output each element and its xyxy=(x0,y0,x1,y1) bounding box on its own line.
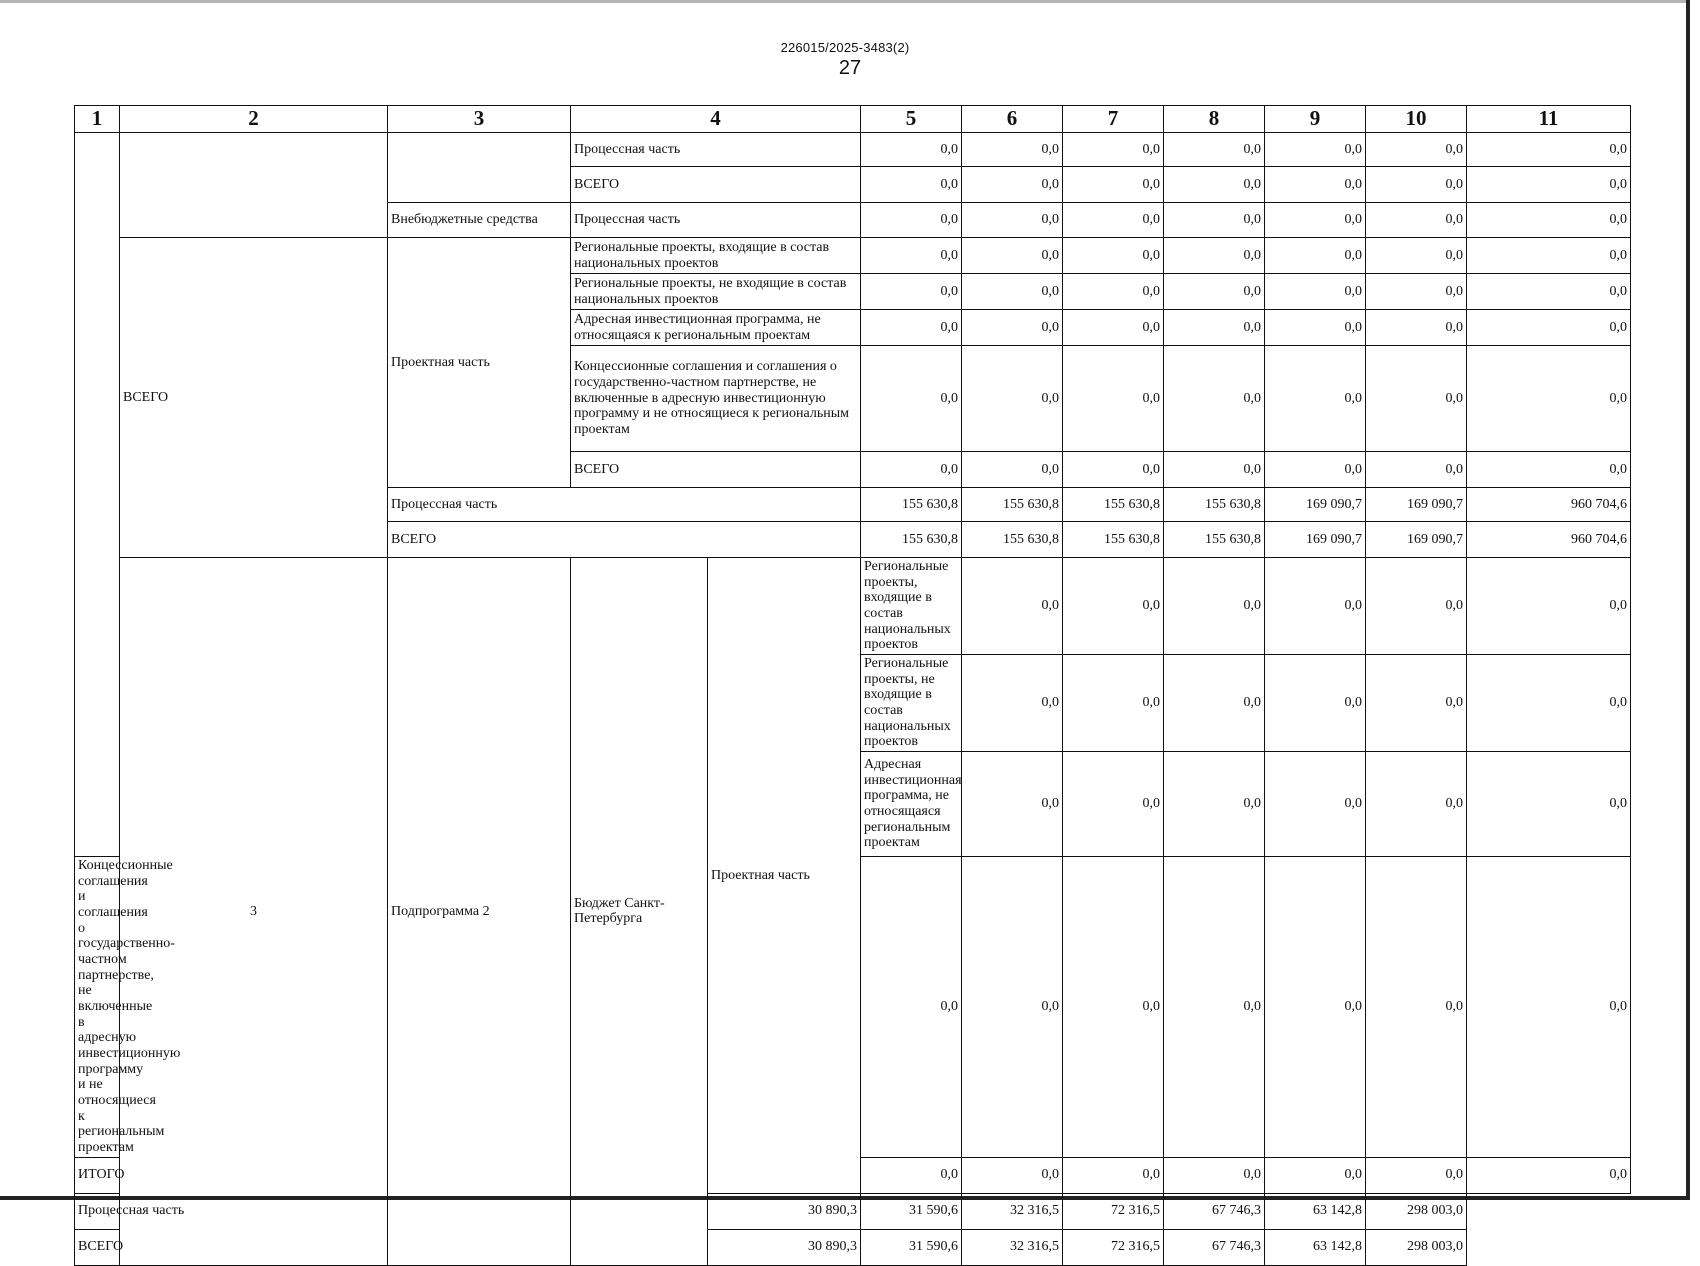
value-cell: 63 142,8 xyxy=(1265,1193,1366,1229)
row-label: Процессная часть xyxy=(75,1193,388,1229)
value-cell: 0,0 xyxy=(962,655,1063,752)
value-cell: 0,0 xyxy=(1467,238,1631,274)
value-cell: 0,0 xyxy=(1063,655,1164,752)
row-label: Региональные проекты, входящие в состав национальных проектов xyxy=(571,238,861,274)
row-label: Адресная инвестиционная программа, не относящаяся региональным проектам xyxy=(861,752,962,857)
value-cell: 155 630,8 xyxy=(1164,522,1265,558)
value-cell: 0,0 xyxy=(1265,1157,1366,1193)
row-group-name: ВСЕГО xyxy=(120,238,388,558)
value-cell: 0,0 xyxy=(1265,558,1366,655)
value-cell: 0,0 xyxy=(1063,1157,1164,1193)
cell-num-empty xyxy=(75,133,120,857)
value-cell: 0,0 xyxy=(962,203,1063,238)
value-cell: 0,0 xyxy=(861,310,962,346)
value-cell: 0,0 xyxy=(962,310,1063,346)
col-header-5: 5 xyxy=(861,106,962,133)
scan-edge-right xyxy=(1686,0,1690,1200)
row-label: Региональные проекты, не входящие в состав национальных проектов xyxy=(571,274,861,310)
col-header-6: 6 xyxy=(962,106,1063,133)
value-cell: 0,0 xyxy=(962,274,1063,310)
value-cell: 0,0 xyxy=(1164,857,1265,1158)
row-label: ВСЕГО xyxy=(571,167,861,203)
col-header-9: 9 xyxy=(1265,106,1366,133)
row-label: Процессная часть xyxy=(571,203,861,238)
value-cell: 0,0 xyxy=(1265,857,1366,1158)
header-row xyxy=(75,106,1631,133)
row-label: Процессная часть xyxy=(571,133,861,167)
value-cell: 0,0 xyxy=(1467,452,1631,488)
value-cell: 0,0 xyxy=(1265,133,1366,167)
value-cell: 298 003,0 xyxy=(1366,1193,1467,1229)
value-cell: 169 090,7 xyxy=(1366,522,1467,558)
value-cell: 0,0 xyxy=(1063,203,1164,238)
value-cell: 32 316,5 xyxy=(962,1193,1063,1229)
value-cell: 0,0 xyxy=(962,1157,1063,1193)
table-row xyxy=(75,1193,1631,1229)
table-row xyxy=(75,238,1631,274)
value-cell: 67 746,3 xyxy=(1164,1193,1265,1229)
col-header-4: 4 xyxy=(571,106,861,133)
value-cell: 0,0 xyxy=(1467,203,1631,238)
value-cell: 0,0 xyxy=(1164,655,1265,752)
row-label: Процессная часть xyxy=(388,488,861,522)
document-number: 226015/2025-3483(2) xyxy=(780,40,910,55)
value-cell: 0,0 xyxy=(962,752,1063,857)
value-cell: 0,0 xyxy=(1265,346,1366,452)
row-label: ВСЕГО xyxy=(571,452,861,488)
value-cell: 0,0 xyxy=(861,238,962,274)
value-cell: 0,0 xyxy=(1467,310,1631,346)
value-cell: 0,0 xyxy=(1063,346,1164,452)
value-cell: 63 142,8 xyxy=(1265,1229,1366,1265)
value-cell: 0,0 xyxy=(1164,203,1265,238)
value-cell: 0,0 xyxy=(1164,346,1265,452)
value-cell: 0,0 xyxy=(1366,346,1467,452)
value-cell: 960 704,6 xyxy=(1467,488,1631,522)
value-cell: 0,0 xyxy=(1366,238,1467,274)
row-label: ВСЕГО xyxy=(75,1229,388,1265)
value-cell: 0,0 xyxy=(1265,167,1366,203)
value-cell: 0,0 xyxy=(1366,1157,1467,1193)
col-header-7: 7 xyxy=(1063,106,1164,133)
value-cell: 0,0 xyxy=(1164,752,1265,857)
value-cell: 169 090,7 xyxy=(1366,488,1467,522)
value-cell: 0,0 xyxy=(962,133,1063,167)
project-part-label: Проектная часть xyxy=(388,238,571,488)
value-cell: 0,0 xyxy=(962,558,1063,655)
value-cell: 0,0 xyxy=(1063,167,1164,203)
value-cell: 0,0 xyxy=(962,238,1063,274)
table-row xyxy=(75,133,1631,167)
value-cell: 0,0 xyxy=(1366,167,1467,203)
page-number: 27 xyxy=(838,57,862,79)
value-cell: 0,0 xyxy=(1265,310,1366,346)
col-header-2: 2 xyxy=(120,106,388,133)
value-cell: 0,0 xyxy=(861,857,962,1158)
value-cell: 0,0 xyxy=(1164,452,1265,488)
value-cell: 155 630,8 xyxy=(1164,488,1265,522)
value-cell: 0,0 xyxy=(1265,752,1366,857)
value-cell: 0,0 xyxy=(962,346,1063,452)
row-label: ВСЕГО xyxy=(388,522,861,558)
row-label: Адресная инвестиционная программа, не относящаяся к региональным проектам xyxy=(571,310,861,346)
value-cell: 0,0 xyxy=(861,167,962,203)
value-cell: 0,0 xyxy=(1366,452,1467,488)
project-part-label: Проектная часть xyxy=(708,558,861,1194)
col-header-3: 3 xyxy=(388,106,571,133)
value-cell: 72 316,5 xyxy=(1063,1193,1164,1229)
value-cell: 0,0 xyxy=(861,346,962,452)
value-cell: 155 630,8 xyxy=(861,488,962,522)
value-cell: 169 090,7 xyxy=(1265,488,1366,522)
col-header-10: 10 xyxy=(1366,106,1467,133)
value-cell: 0,0 xyxy=(1063,752,1164,857)
value-cell: 0,0 xyxy=(1467,1157,1631,1193)
value-cell: 0,0 xyxy=(1164,558,1265,655)
value-cell: 155 630,8 xyxy=(1063,522,1164,558)
value-cell: 0,0 xyxy=(962,857,1063,1158)
value-cell: 0,0 xyxy=(1366,274,1467,310)
value-cell: 67 746,3 xyxy=(1164,1229,1265,1265)
value-cell: 0,0 xyxy=(1164,274,1265,310)
value-cell: 0,0 xyxy=(1366,133,1467,167)
value-cell: 0,0 xyxy=(1265,452,1366,488)
col-header-11: 11 xyxy=(1467,106,1631,133)
table-row xyxy=(75,558,1631,655)
value-cell: 72 316,5 xyxy=(1063,1229,1164,1265)
subprogram-name: Подпрограмма 2 xyxy=(388,558,571,1266)
col-header-1: 1 xyxy=(75,106,120,133)
scan-artifact-top xyxy=(0,0,1690,3)
value-cell: 0,0 xyxy=(1063,452,1164,488)
value-cell: 0,0 xyxy=(1063,310,1164,346)
value-cell: 0,0 xyxy=(1467,857,1631,1158)
value-cell: 0,0 xyxy=(1265,203,1366,238)
table-row xyxy=(75,1229,1631,1265)
row-label: Региональные проекты, входящие в состав национальных проектов xyxy=(861,558,962,655)
value-cell: 0,0 xyxy=(1467,167,1631,203)
value-cell: 0,0 xyxy=(1063,133,1164,167)
value-cell: 0,0 xyxy=(1467,752,1631,857)
value-cell: 0,0 xyxy=(1366,752,1467,857)
col-header-8: 8 xyxy=(1164,106,1265,133)
row-number: 3 xyxy=(120,558,388,1266)
value-cell: 0,0 xyxy=(1063,238,1164,274)
value-cell: 0,0 xyxy=(861,452,962,488)
value-cell: 960 704,6 xyxy=(1467,522,1631,558)
row-label: Концессионные соглашения и соглашения о государственно-частном партнерстве, не включенные в адресную инвестиционную программу и не относящиеся к региональным проектам xyxy=(571,346,861,452)
row-label: Региональные проекты, не входящие в состав национальных проектов xyxy=(861,655,962,752)
value-cell: 0,0 xyxy=(1164,133,1265,167)
value-cell: 0,0 xyxy=(861,1157,962,1193)
budget-table xyxy=(74,105,1631,1266)
value-cell: 0,0 xyxy=(1366,655,1467,752)
value-cell: 0,0 xyxy=(1366,857,1467,1158)
value-cell: 0,0 xyxy=(1164,238,1265,274)
funding-source: Внебюджетные средства xyxy=(388,203,571,238)
value-cell: 31 590,6 xyxy=(861,1229,962,1265)
value-cell: 31 590,6 xyxy=(861,1193,962,1229)
cell-source-empty xyxy=(388,133,571,203)
value-cell: 0,0 xyxy=(1164,1157,1265,1193)
value-cell: 0,0 xyxy=(1467,558,1631,655)
value-cell: 32 316,5 xyxy=(962,1229,1063,1265)
value-cell: 155 630,8 xyxy=(962,488,1063,522)
value-cell: 155 630,8 xyxy=(962,522,1063,558)
value-cell: 0,0 xyxy=(1366,310,1467,346)
value-cell: 0,0 xyxy=(861,203,962,238)
value-cell: 169 090,7 xyxy=(1265,522,1366,558)
value-cell: 0,0 xyxy=(1063,274,1164,310)
value-cell: 30 890,3 xyxy=(708,1193,861,1229)
value-cell: 0,0 xyxy=(1467,133,1631,167)
value-cell: 0,0 xyxy=(1063,558,1164,655)
value-cell: 30 890,3 xyxy=(708,1229,861,1265)
value-cell: 298 003,0 xyxy=(1366,1229,1467,1265)
funding-source: Бюджет Санкт-Петербурга xyxy=(571,558,708,1266)
value-cell: 0,0 xyxy=(1063,857,1164,1158)
value-cell: 155 630,8 xyxy=(861,522,962,558)
value-cell: 0,0 xyxy=(861,274,962,310)
value-cell: 0,0 xyxy=(1164,310,1265,346)
value-cell: 0,0 xyxy=(1366,558,1467,655)
row-label: ИТОГО xyxy=(75,1157,120,1193)
value-cell: 0,0 xyxy=(1265,655,1366,752)
value-cell: 0,0 xyxy=(1164,167,1265,203)
row-label: Концессионные соглашения и соглашения о государственно-частном партнерстве, не включенные в адресную инвестиционную программу и не относящиеся к региональным проектам xyxy=(75,857,120,1158)
value-cell: 0,0 xyxy=(962,452,1063,488)
value-cell: 0,0 xyxy=(962,167,1063,203)
cell-name-empty xyxy=(120,133,388,238)
value-cell: 0,0 xyxy=(1467,655,1631,752)
value-cell: 0,0 xyxy=(1366,203,1467,238)
value-cell: 0,0 xyxy=(1467,274,1631,310)
value-cell: 0,0 xyxy=(1265,238,1366,274)
value-cell: 0,0 xyxy=(1467,346,1631,452)
value-cell: 155 630,8 xyxy=(1063,488,1164,522)
value-cell: 0,0 xyxy=(1265,274,1366,310)
value-cell: 0,0 xyxy=(861,133,962,167)
